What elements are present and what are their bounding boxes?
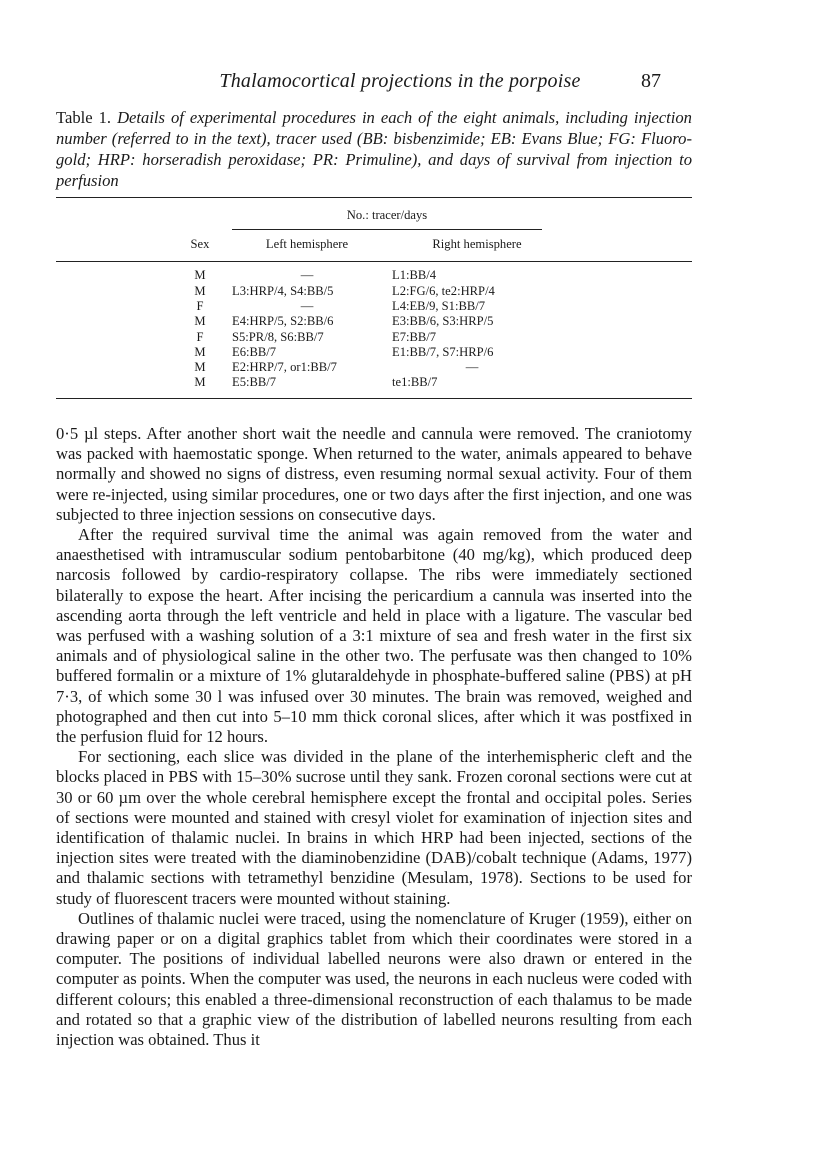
cell-sex: M (194, 360, 206, 374)
table-bottom-rule (56, 398, 692, 399)
cell-right: L2:FG/6, te2:HRP/4 (392, 284, 495, 298)
column-header-left: Left hemisphere (265, 237, 349, 251)
cell-sex: M (194, 345, 206, 359)
paragraph: After the required survival time the animal was again removed from the water and anaesthetised with intramuscular sodium pentobarbitone (40 mg/kg), which produced deep narcosis followed by cardio-respiratory collapse. The ribs were immediately sectioned bilaterally to expose the heart. After incising the pericardium a cannula was inserted into the ascending aorta through the left ventricle and held in place with a ligature. The vascular bed was perfused with a washing solution of a 3:1 mixture of sea and fresh water in the first six animals and of physiological saline in the other two. The perfusate was then changed to 10% buffered formalin or a mixture of 1% glutaraldehyde in phosphate-buffered saline (PBS) at pH 7·3, of which some 30 l was infused over 30 minutes. The brain was removed, weighed and photographed and then cut into 5–10 mm thick coronal slices, after which it was postfixed in the perfusion fluid for 12 hours. (56, 525, 692, 747)
page-number: 87 (641, 70, 661, 92)
paragraph: Outlines of thalamic nuclei were traced, using the nomenclature of Kruger (1959), either on drawing paper or on a digital graphics tablet from which their coordinates were stored in a computer. The positions of individual labelled neurons were also drawn or entered in the computer as points. When the computer was used, the neurons in each nucleus were coded with different colours; this enabled a three-dimensional reconstruction of each thalamus to be made and rotated so that a graphic view of the distribution of labelled neurons resulting from each injection was obtained. Thus it (56, 908, 692, 1050)
cell-left: E6:BB/7 (232, 345, 277, 359)
cell-left: E4:HRP/5, S2:BB/6 (232, 314, 334, 328)
cell-sex: M (194, 314, 206, 328)
cell-right: L4:EB/9, S1:BB/7 (392, 299, 486, 313)
cell-left: E2:HRP/7, or1:BB/7 (232, 360, 337, 374)
cell-sex: M (194, 375, 206, 389)
cell-left: L3:HRP/4, S4:BB/5 (232, 284, 334, 298)
paragraph: For sectioning, each slice was divided in the plane of the interhemispheric cleft and the blocks placed in PBS with 15–30% sucrose until they sank. Frozen coronal sections were cut at 30 or 60 µm over the whole cerebral hemisphere except the frontal and occipital poles. Series of sections were mounted and stained with cresyl violet for examination of injection sites and identification of thalamic nuclei. In brains in which HRP had been injected, sections of the injection sites were treated with the diaminobenzidine (DAB)/cobalt technique (Adams, 1977) and thalamic sections with tetramethyl benzidine (Mesulam, 1978). Sections to be used for study of fluorescent tracers were mounted without staining. (56, 747, 692, 908)
cell-sex: M (194, 284, 206, 298)
cell-right: — (465, 360, 479, 374)
cell-right: te1:BB/7 (392, 375, 438, 389)
column-header-right: Right hemisphere (432, 237, 522, 251)
table-top-rule (56, 197, 692, 198)
table-spanner-header: No.: tracer/days (346, 208, 428, 222)
body-text (56, 424, 692, 1050)
cell-right: E3:BB/6, S3:HRP/5 (392, 314, 494, 328)
table-caption (56, 107, 692, 191)
table-label: Table 1. (56, 108, 112, 127)
cell-left: — (300, 299, 314, 313)
cell-sex: F (196, 330, 204, 344)
cell-left: — (300, 268, 314, 282)
cell-left: E5:BB/7 (232, 375, 277, 389)
table-caption-text: Details of experimental procedures in each of the eight animals, including injection number (referred to in the text), tracer used (BB: bisbenzimide; EB: Evans Blue; FG: Fluoro-gold; HRP: horseradish peroxidase; PR: Primuline), and days of survival from injection to perfusion (56, 108, 692, 190)
cell-left: S5:PR/8, S6:BB/7 (232, 330, 324, 344)
spanner-rule (232, 229, 542, 230)
paragraph: 0·5 µl steps. After another short wait the needle and cannula were removed. The craniotomy was packed with haemostatic sponge. When returned to the water, animals appeared to behave normally and showed no signs of distress, even resuming normal sexual activity. Four of them were re-injected, using similar procedures, one or two days after the first injection, and one was subjected to three injection sessions on consecutive days. (56, 424, 692, 524)
cell-sex: F (196, 299, 204, 313)
cell-right: E7:BB/7 (392, 330, 437, 344)
table-header-rule (56, 261, 692, 262)
cell-right: L1:BB/4 (392, 268, 437, 282)
cell-sex: M (194, 268, 206, 282)
column-header-sex: Sex (190, 237, 210, 251)
cell-right: E1:BB/7, S7:HRP/6 (392, 345, 494, 359)
running-title: Thalamocortical projections in the porpoise (219, 70, 581, 92)
